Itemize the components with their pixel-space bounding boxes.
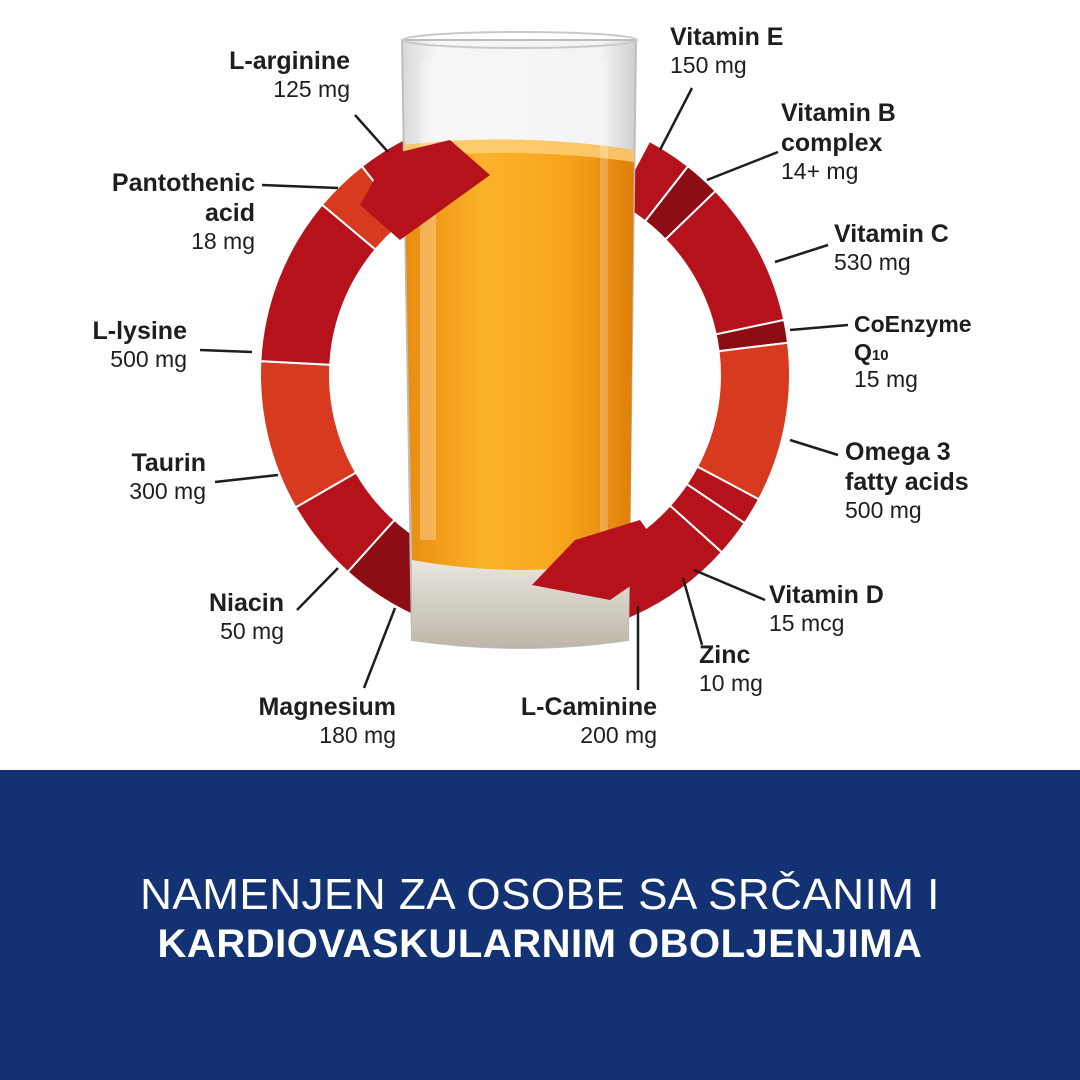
q-subscript: 10 — [871, 346, 889, 364]
nutrient-name-line2: complex — [781, 129, 883, 157]
leader-line-vitamin-b — [707, 152, 778, 180]
leader-line-taurin — [215, 475, 278, 482]
nutrient-amount: 15 mg — [854, 366, 918, 393]
nutrient-name: Zinc — [699, 641, 751, 669]
nutrient-name: Vitamin E — [670, 23, 784, 51]
nutrient-amount: 18 mg — [191, 228, 255, 254]
nutrient-name-line2: acid — [204, 199, 255, 227]
bottom-banner — [0, 770, 1080, 1080]
nutrient-name-line1: Vitamin B — [781, 99, 896, 127]
leader-line-vitamin-c — [775, 245, 828, 262]
label-coenzyme-q10 — [854, 311, 1054, 394]
label-vitamin-e — [670, 22, 890, 80]
leader-line-l-arginine — [355, 115, 388, 152]
nutrient-amount: 300 mg — [129, 478, 206, 504]
nutrient-amount: 500 mg — [110, 346, 187, 372]
banner-line-2: KARDIOVASKULARNIM OBOLJENJIMA — [157, 922, 923, 966]
label-l-arginine — [150, 46, 350, 104]
nutrient-name: Niacin — [208, 589, 284, 617]
leader-line-coenzyme-q10 — [790, 325, 848, 330]
nutrient-name: Vitamin D — [769, 581, 884, 609]
nutrient-name-line1: Omega 3 — [845, 438, 951, 466]
leader-line-niacin — [297, 568, 338, 610]
label-vitamin-c — [834, 219, 1054, 277]
label-omega-3 — [845, 437, 1065, 525]
label-vitamin-d — [769, 580, 969, 638]
nutrient-name-line2: fatty acids — [845, 468, 969, 496]
nutrient-amount: 180 mg — [319, 722, 396, 748]
leader-line-vitamin-e — [660, 88, 692, 150]
nutrient-amount: 10 mg — [699, 670, 763, 696]
label-l-caminine — [457, 692, 657, 750]
nutrient-amount: 530 mg — [834, 249, 911, 275]
leader-line-pantothenic-acid — [262, 185, 338, 188]
banner-line-1: NAMENJEN ZA OSOBE SA SRČANIM I — [140, 870, 940, 919]
nutrient-amount: 125 mg — [273, 76, 350, 102]
q-letter: Q — [854, 338, 872, 365]
nutrient-name: Magnesium — [258, 693, 396, 721]
nutrient-amount: 200 mg — [580, 722, 657, 748]
label-taurin — [0, 448, 206, 506]
nutrient-name-line1: CoEnzyme — [854, 311, 972, 337]
leader-line-l-lysine — [200, 350, 252, 352]
label-vitamin-b — [781, 98, 1001, 186]
nutrient-name: L-arginine — [229, 47, 350, 75]
nutrient-amount: 50 mg — [220, 618, 284, 644]
label-zinc — [699, 640, 839, 698]
nutrient-name-line1: Pantothenic — [111, 169, 255, 197]
label-l-lysine — [0, 316, 187, 374]
leader-line-zinc — [683, 578, 702, 645]
nutrient-name: Taurin — [131, 449, 206, 477]
nutrient-name: L-Caminine — [520, 693, 657, 721]
label-magnesium — [196, 692, 396, 750]
nutrient-name: L-lysine — [92, 317, 187, 345]
nutrient-amount: 14+ mg — [781, 158, 859, 184]
leader-line-vitamin-d — [694, 570, 765, 600]
label-pantothenic-acid — [55, 168, 255, 256]
nutrient-name-line2 — [854, 339, 1054, 367]
nutrient-name: Vitamin C — [834, 220, 949, 248]
nutrient-amount: 15 mcg — [769, 610, 845, 636]
leader-line-omega-3 — [790, 440, 838, 455]
nutrient-amount: 150 mg — [670, 52, 747, 78]
label-niacin — [80, 588, 284, 646]
nutrient-amount: 500 mg — [845, 497, 922, 523]
leader-line-magnesium — [364, 608, 395, 688]
